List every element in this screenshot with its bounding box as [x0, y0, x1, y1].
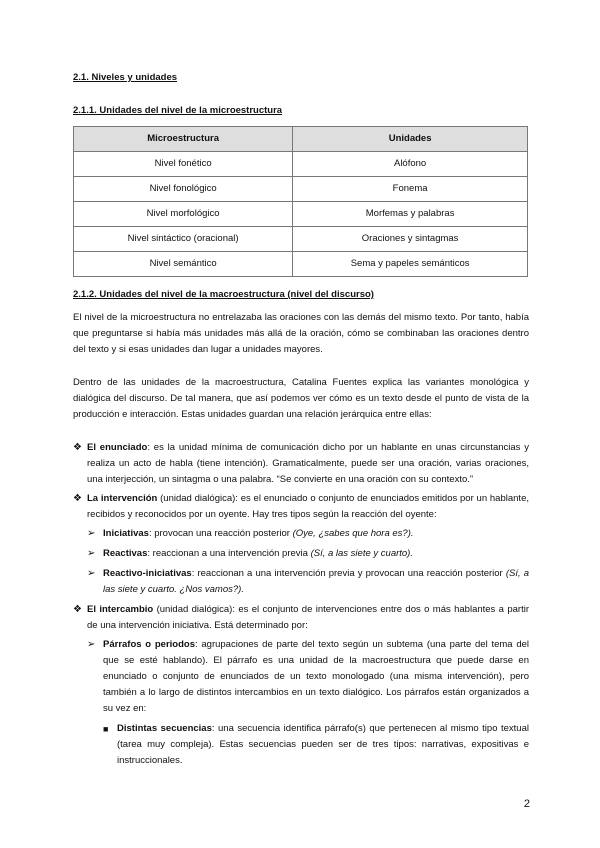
table-cell: Nivel sintáctico (oracional)	[74, 227, 293, 252]
table-header-row	[74, 127, 528, 152]
subsection-title-macro: 2.1.2. Unidades del nivel de la macroestructura (nivel del discurso)	[73, 289, 374, 300]
list-subsubitem-secuencias	[103, 721, 529, 769]
arrow-bullet-icon: ➢	[87, 568, 96, 579]
list-item-enunciado	[73, 440, 529, 488]
list-subitem-iniciativas	[87, 526, 529, 542]
table-cell: Nivel morfológico	[74, 202, 293, 227]
diamond-bullet-icon: ❖	[73, 493, 82, 504]
paragraph: El nivel de la microestructura no entrelazaba las oraciones con las demás del mismo texto. Por tanto, había que preguntarse si había más unidades más allá de la oración, cómo se combinaban las oraciones dentro del texto y si esas unidades dan lugar a unidades mayores.	[73, 312, 529, 355]
list-item-intervencion	[73, 491, 529, 523]
definition: (unidad dialógica): es el conjunto de intervenciones entre dos o más hablantes a partir de una intervención iniciativa. Está determinado por:	[87, 604, 529, 631]
term: Párrafos o periodos	[103, 639, 195, 650]
table-row	[74, 177, 528, 202]
column-header: Unidades	[293, 127, 528, 152]
list-subitem-reactivo-iniciativas	[87, 566, 529, 598]
diamond-bullet-icon: ❖	[73, 442, 82, 453]
term: El enunciado	[87, 442, 148, 453]
example: (Sí, a las siete y cuarto).	[310, 548, 413, 559]
definition: (unidad dialógica): es el enunciado o conjunto de enunciados emitidos por un hablante, recibidos y reconocidos por un oyente. Hay tres tipos según la reacción del oyente:	[87, 493, 529, 520]
table-row	[74, 152, 528, 177]
list-subitem-reactivas	[87, 546, 529, 562]
column-header: Microestructura	[74, 127, 293, 152]
table-cell: Sema y papeles semánticos	[293, 252, 528, 277]
table-row	[74, 202, 528, 227]
table-cell: Oraciones y sintagmas	[293, 227, 528, 252]
example: (Oye, ¿sabes que hora es?).	[292, 528, 414, 539]
table-cell: Alófono	[293, 152, 528, 177]
definition: : una secuencia identifica párrafo(s) que pertenecen al mismo tipo textual (tarea muy compleja). Estas secuencias pueden ser de tres tipos: narrativas, expositivas e instruccionales.	[117, 723, 529, 766]
square-bullet-icon: ■	[103, 724, 109, 734]
arrow-bullet-icon: ➢	[87, 528, 96, 539]
arrow-bullet-icon: ➢	[87, 548, 96, 559]
term: Distintas secuencias	[117, 723, 212, 734]
paragraph: Dentro de las unidades de la macroestructura, Catalina Fuentes explica las variantes monológica y dialógica del discurso. De tal manera, que así podemos ver cómo es un texto desde el punto de vista de la producción e interacción. Estas unidades guardan una relación jerárquica entre ellas:	[73, 377, 529, 420]
term: Reactivas	[103, 548, 148, 559]
definition: : agrupaciones de parte del texto según un subtema (una parte del tema del que se esté hablando). El párrafo es una unidad de la macroestructura que puede darse en enunciado o conjunto de enunciados de un texto monologado (una misma intervención), pero también a lo largo de distintos intercambios en un texto dialógico. Los párrafos están organizados a su vez en:	[103, 639, 529, 714]
term: La intervención	[87, 493, 158, 504]
definition: : reaccionan a una intervención previa	[147, 548, 311, 559]
units-table	[73, 126, 528, 277]
table-cell: Fonema	[293, 177, 528, 202]
example: (Sí, a las siete y cuarto. ¿Nos vamos?).	[103, 568, 529, 595]
table-row	[74, 252, 528, 277]
table-cell: Nivel semántico	[74, 252, 293, 277]
table-cell: Nivel fonético	[74, 152, 293, 177]
definition: : provocan una reacción posterior	[148, 528, 293, 539]
term: El intercambio	[87, 604, 154, 615]
list-subitem-parrafos	[87, 637, 529, 717]
document-page	[73, 70, 529, 769]
table-cell: Morfemas y palabras	[293, 202, 528, 227]
arrow-bullet-icon: ➢	[87, 639, 96, 650]
section-title: 2.1. Niveles y unidades	[73, 72, 178, 83]
term: Reactivo-iniciativas	[103, 568, 192, 579]
term: Iniciativas	[103, 528, 149, 539]
definition: : reaccionan a una intervención previa y provocan una reacción posterior	[191, 568, 506, 579]
table-cell: Nivel fonológico	[74, 177, 293, 202]
table-row	[74, 227, 528, 252]
list-item-intercambio	[73, 602, 529, 634]
definition: : es la unidad mínima de comunicación dicho por un hablante en unas circunstancias y realiza un acto de habla (tiene intención). Gramaticalmente, puede ser una oración, varias oraciones, una interjección, un sintagma o una palabra. “Se convierte en una oración con su contexto.”	[87, 442, 529, 485]
page-number: 2	[523, 798, 530, 810]
diamond-bullet-icon: ❖	[73, 604, 82, 615]
subsection-title-micro: 2.1.1. Unidades del nivel de la microestructura	[73, 105, 283, 116]
